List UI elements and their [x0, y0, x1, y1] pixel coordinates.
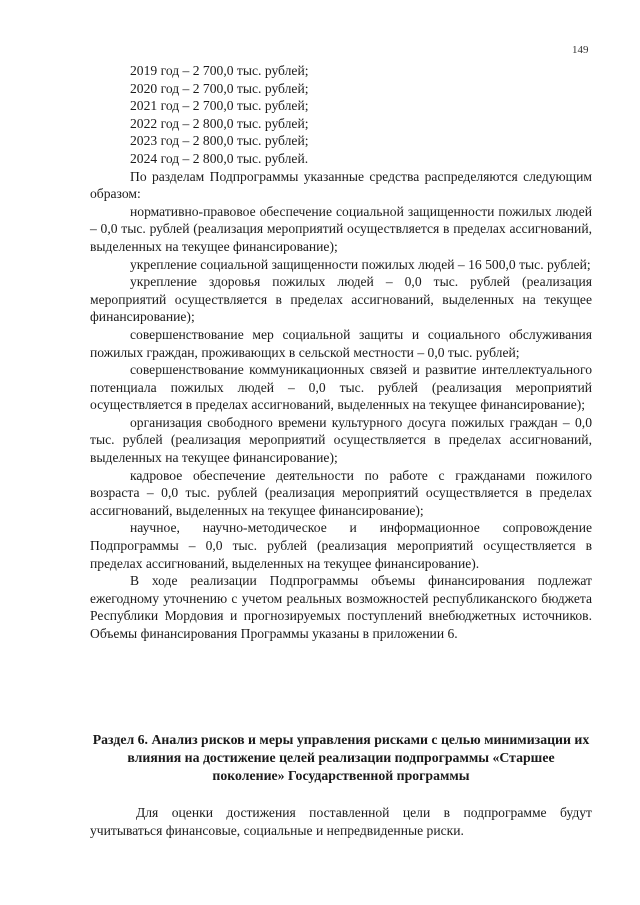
financing-note: В ходе реализации Подпрограммы объемы финансирования подлежат ежегодному уточнению с учетом реальных возможностей республиканского бюджета Республики Мордовия и прогнозируемых поступлений внебюджетных источников. Объемы финансирования Программы указаны в приложении 6. — [90, 573, 592, 641]
item-social-protection: укрепление социальной защищенности пожилых людей – 16 500,0 тыс. рублей; — [130, 256, 591, 272]
year-line: 2023 год – 2 800,0 тыс. рублей; — [130, 133, 309, 149]
year-line: 2020 год – 2 700,0 тыс. рублей; — [130, 80, 309, 96]
closing-paragraph: Для оценки достижения поставленной цели в подпрограмме будут учитываться финансовые, социальные и непредвиденные риски. — [90, 805, 592, 838]
distribution-intro: По разделам Подпрограммы указанные средства распределяются следующим образом: — [90, 168, 592, 202]
year-line: 2022 год – 2 800,0 тыс. рублей; — [130, 115, 309, 131]
item-health: укрепление здоровья пожилых людей – 0,0 тыс. рублей (реализация мероприятий осуществляется в пределах ассигнований, выделенных на текущее финансирование); — [90, 274, 592, 325]
item-legal-support: нормативно-правовое обеспечение социальной защищенности пожилых людей – 0,0 тыс. рублей (реализация мероприятий осуществляется в пределах ассигнований, выделенных на текущее финансирование); — [90, 203, 592, 254]
item-staffing: кадровое обеспечение деятельности по работе с гражданами пожилого возраста – 0,0 тыс. рублей (реализация мероприятий осуществляется в пределах ассигнований, выделенных на текущее финансирование); — [90, 467, 592, 518]
item-rural-services: совершенствование мер социальной защиты и социального обслуживания пожилых граждан, проживающих в сельской местности – 0,0 тыс. рублей; — [90, 326, 592, 360]
section-title: Раздел 6. Анализ рисков и меры управления рисками с целью минимизации их влияния на достижение целей реализации подпрограммы «Старшее поколение» Государственной программы — [92, 732, 590, 783]
item-scientific-support: научное, научно-методическое и информационное сопровождение Подпрограммы – 0,0 тыс. рублей (реализация мероприятий осуществляется в пределах ассигнований, выделенных на текущее финансирование). — [90, 520, 592, 571]
page-number: 149 — [572, 44, 589, 56]
year-line: 2021 год – 2 700,0 тыс. рублей; — [130, 98, 309, 114]
item-leisure: организация свободного времени культурного досуга пожилых граждан – 0,0 тыс. рублей (реализация мероприятий осуществляется в пределах ассигнований, выделенных на текущее финансирование); — [90, 414, 592, 466]
year-line: 2019 год – 2 700,0 тыс. рублей; — [130, 63, 309, 78]
item-communication: совершенствование коммуникационных связей и развитие интеллектуального потенциала пожилых людей – 0,0 тыс. рублей (реализация мероприятий осуществляется в пределах ассигнований, выделенных на текущее финансирование); — [90, 362, 592, 413]
year-line: 2024 год – 2 800,0 тыс. рублей. — [130, 150, 309, 166]
document-body — [90, 62, 592, 643]
